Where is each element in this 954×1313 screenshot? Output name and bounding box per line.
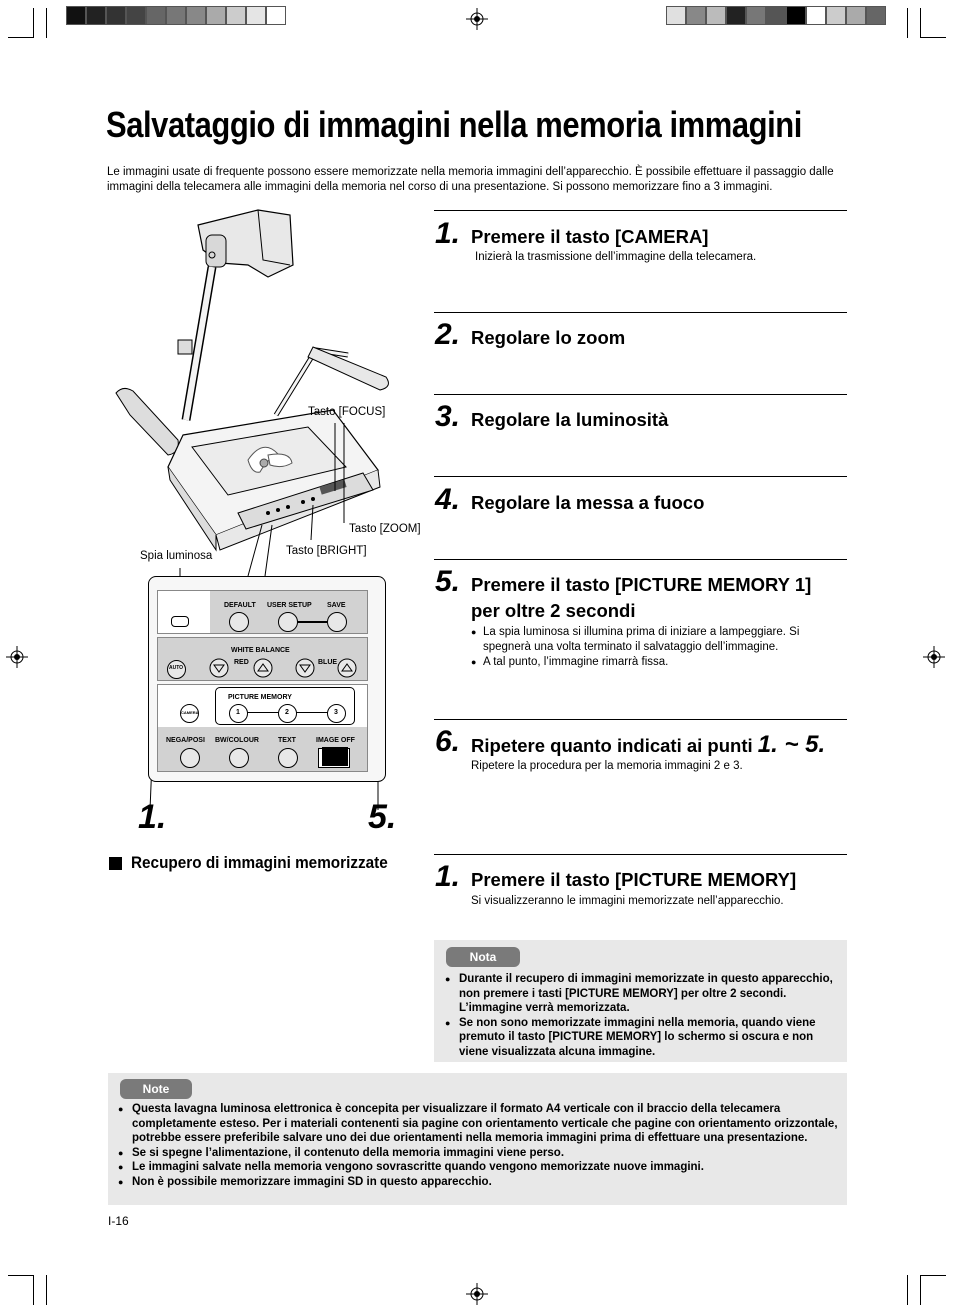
white-balance-buttons[interactable] (208, 656, 358, 680)
step-2-rule (434, 312, 847, 313)
panel-blue: BLUE (318, 659, 338, 666)
crop-mark (920, 8, 921, 38)
step-6-title-ref: 1. ~ 5. (757, 731, 826, 758)
panel-default: DEFAULT (224, 602, 256, 609)
label-zoom: Tasto [ZOOM] (349, 523, 421, 535)
label-spia: Spia luminosa (140, 550, 213, 562)
step-5-bullet: ● A tal punto, l’immagine rimarrà fissa. (471, 655, 847, 670)
page-number: I-16 (108, 1214, 129, 1228)
projector-illustration (108, 205, 438, 565)
ref-step-1: 1. (138, 798, 167, 836)
note-item: ● Questa lavagna luminosa elettronica è concepita per visualizzare il formato A4 verticale con il braccio della telecamera completamente esteso. Per i materiali contenenti sia pagine con orientamento verticale che pagine con orientamento orizzontale, potrebbe essere preferibile salvare uno dei due orientamenti nella memoria immagini prima di effettuare una presentazione. (118, 1102, 840, 1146)
step-2-number: 2. (435, 318, 461, 351)
step-6-rule (434, 719, 847, 720)
crop-mark (920, 1275, 921, 1305)
step-6-title (471, 732, 825, 758)
note-tag: Note (120, 1079, 192, 1099)
step-1-number: 1. (435, 217, 461, 250)
panel-image-off: IMAGE OFF (316, 737, 355, 744)
ref-step-5: 5. (368, 798, 397, 836)
color-bar-right (666, 6, 886, 25)
step-3-title: Regolare la luminosità (471, 409, 669, 430)
registration-mark-icon (466, 8, 488, 30)
crop-mark (920, 1275, 946, 1276)
recall-step-desc: Si visualizzeranno le immagini memorizzate nell’apparecchio. (471, 895, 784, 907)
panel-pm2: 2 (285, 709, 289, 716)
panel-camera: CAMERA (181, 710, 199, 715)
registration-mark-icon (6, 646, 28, 668)
crop-mark (33, 8, 34, 38)
panel-save: SAVE (327, 602, 346, 609)
label-focus: Tasto [FOCUS] (308, 406, 386, 418)
user-setup-button[interactable] (278, 612, 298, 632)
color-bar-left (66, 6, 286, 25)
step-1-desc: Inizierà la trasmissione dell’immagine della telecamera. (475, 251, 757, 263)
crop-mark (46, 1275, 47, 1305)
recall-step-number: 1. (435, 860, 461, 893)
registration-mark-icon (466, 1283, 488, 1305)
intro-paragraph: Le immagini usate di frequente possono essere memorizzate nella memoria immagini dell’apparecchio. È possibile effettuare il passaggio dalle immagini della telecamera alle immagini della memoria nel corso di una presentazione. Si possono memorizzare fino a 3 immagini. (107, 166, 834, 193)
step-4-rule (434, 476, 847, 477)
step-4-title: Regolare la messa a fuoco (471, 492, 705, 513)
section-square-icon (109, 857, 122, 870)
image-off-button-fill (322, 747, 348, 766)
panel-nega-posi: NEGA/POSI (166, 737, 205, 744)
panel-user-setup: USER SETUP (267, 602, 312, 609)
page-title: Salvataggio di immagini nella memoria immagini (106, 104, 802, 145)
save-button[interactable] (327, 612, 347, 632)
step-3-number: 3. (435, 400, 461, 433)
crop-mark (8, 1275, 34, 1276)
recall-step-rule (434, 854, 847, 855)
step-5-number: 5. (435, 565, 461, 598)
step-6-number: 6. (435, 725, 461, 758)
step-5-title-line2: per oltre 2 secondi (471, 600, 636, 621)
panel-white-balance: WHITE BALANCE (231, 647, 290, 654)
default-button[interactable] (229, 612, 249, 632)
spia-indicator (171, 616, 189, 627)
step-2-title: Regolare lo zoom (471, 327, 626, 348)
step-1-title: Premere il tasto [CAMERA] (471, 226, 709, 247)
step-1-rule (434, 210, 847, 211)
crop-mark (8, 37, 34, 38)
nota-list (445, 972, 840, 1059)
crop-mark (920, 37, 946, 38)
crop-mark (46, 8, 47, 38)
recall-heading: Recupero di immagini memorizzate (131, 853, 388, 872)
panel-bw-colour: BW/COLOUR (215, 737, 259, 744)
panel-picture-memory: PICTURE MEMORY (228, 694, 292, 701)
setup-save-link-line (297, 621, 327, 623)
panel-pm3: 3 (334, 709, 338, 716)
nota-item: ● Se non sono memorizzate immagini nella memoria, quando viene premuto il tasto [PICTURE MEMORY] lo schermo si oscura e non viene visualizzata alcuna immagine. (445, 1016, 840, 1060)
step-6-title-text: Ripetere quanto indicati ai punti (471, 735, 753, 756)
recall-step-title: Premere il tasto [PICTURE MEMORY] (471, 869, 797, 890)
crop-mark (33, 1275, 34, 1305)
note-item: ● Non è possibile memorizzare immagini SD in questo apparecchio. (118, 1175, 840, 1190)
step-5-title-line1: Premere il tasto [PICTURE MEMORY 1] (471, 574, 812, 595)
step-6-desc: Ripetere la procedura per la memoria immagini 2 e 3. (471, 760, 743, 772)
nota-tag: Nota (446, 947, 520, 967)
note-item: ● Le immagini salvate nella memoria vengono sovrascritte quando vengono memorizzate nuove immagini. (118, 1160, 840, 1175)
panel-text: TEXT (278, 737, 296, 744)
note-item: ● Se si spegne l’alimentazione, il contenuto della memoria immagini viene perso. (118, 1146, 840, 1161)
crop-mark (907, 1275, 908, 1305)
text-button[interactable] (278, 748, 298, 768)
panel-auto: AUTO (169, 665, 184, 671)
nota-item: ● Durante il recupero di immagini memorizzate in questo apparecchio, non premere i tasti [PICTURE MEMORY] per oltre 2 secondi. L’immagine verrà memorizzata. (445, 972, 840, 1016)
step-4-number: 4. (435, 483, 461, 516)
step-3-rule (434, 394, 847, 395)
registration-mark-icon (923, 646, 945, 668)
panel-red: RED (234, 659, 249, 666)
crop-mark (907, 8, 908, 38)
label-bright: Tasto [BRIGHT] (286, 545, 367, 557)
panel-pm1: 1 (236, 709, 240, 716)
nega-posi-button[interactable] (180, 748, 200, 768)
note-list (118, 1102, 840, 1189)
step-5-rule (434, 559, 847, 560)
step-5-bullet: ● La spia luminosa si illumina prima di iniziare a lampeggiare. Si spegnerà una volta terminato il salvataggio dell’immagine. (471, 625, 847, 655)
bw-colour-button[interactable] (229, 748, 249, 768)
step-5-bullets (471, 625, 847, 670)
